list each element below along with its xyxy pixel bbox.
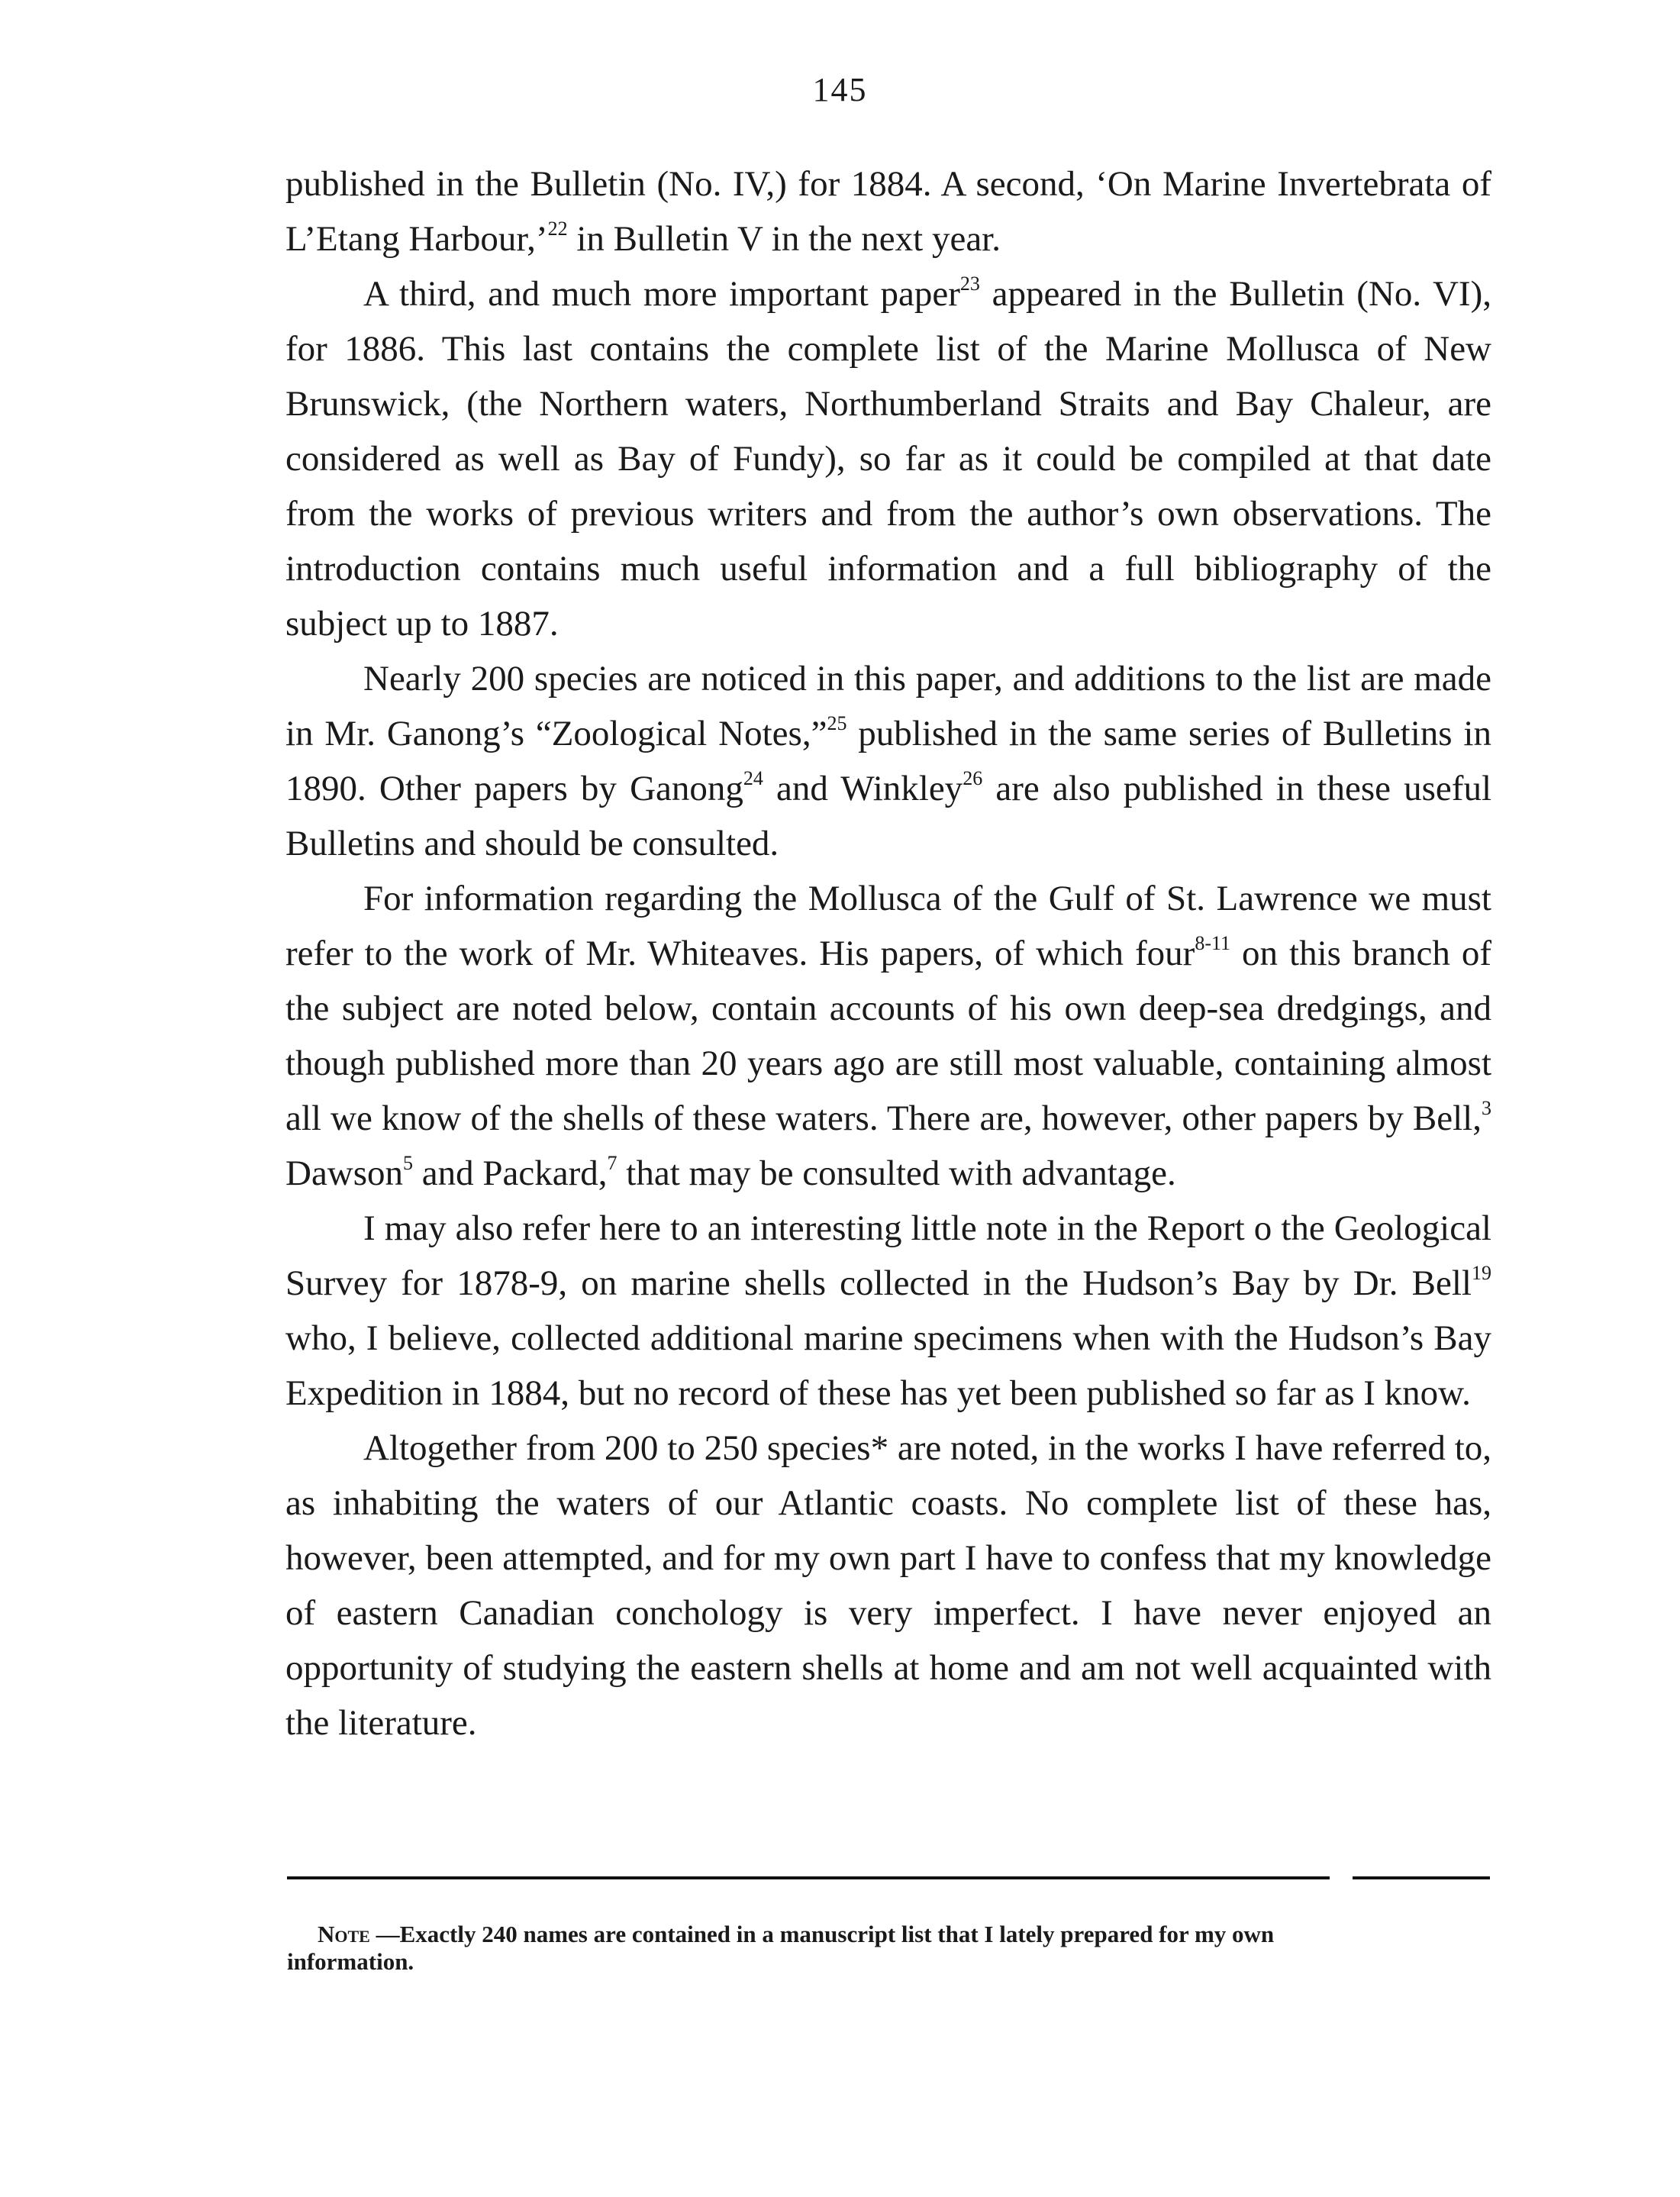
footnote-divider bbox=[287, 1876, 1330, 1879]
paragraph-text: are also published in these useful Bulletins and should be consulted. bbox=[285, 769, 1492, 863]
reference-number: 5 bbox=[403, 1152, 414, 1174]
footnote-text: —Exactly 240 names are contained in a manuscript list that I lately prepared for my own bbox=[369, 1921, 1275, 1947]
paragraph-text: For information regarding the Mollusca of the Gulf of St. Lawrence we must refer to the work of Mr. Whiteaves. His papers, of which four bbox=[285, 879, 1491, 973]
paragraph-text: who, I believe, collected additional marine specimens when with the Hudson’s Bay Expedition in 1884, but no record of these has yet been published so far as I know. bbox=[285, 1318, 1491, 1413]
paragraph-text: Dawson bbox=[285, 1153, 404, 1193]
paragraph bbox=[285, 156, 1491, 266]
paragraph-text: that may be consulted with advantage. bbox=[617, 1153, 1176, 1193]
paragraph bbox=[285, 266, 1491, 651]
footnote-label: Note bbox=[318, 1921, 370, 1947]
paragraph bbox=[285, 651, 1491, 871]
reference-number: 19 bbox=[1472, 1262, 1491, 1284]
paragraph bbox=[285, 1421, 1491, 1750]
footnote-text-continued: information. bbox=[287, 1948, 414, 1975]
reference-number: 26 bbox=[963, 767, 983, 789]
body-text bbox=[285, 156, 1491, 1750]
reference-number: 7 bbox=[607, 1152, 618, 1174]
reference-number: 3 bbox=[1482, 1097, 1491, 1119]
page-number: 145 bbox=[812, 71, 868, 108]
paragraph-text: and Packard, bbox=[413, 1153, 608, 1193]
paragraph bbox=[285, 1201, 1491, 1421]
reference-number: 23 bbox=[959, 273, 980, 295]
paragraph-text: and Winkley bbox=[763, 769, 963, 808]
paragraph-text: in Bulletin V in the next year. bbox=[567, 219, 1001, 259]
paragraph-text: A third, and much more important paper bbox=[363, 274, 960, 314]
paragraph bbox=[285, 871, 1491, 1201]
paragraph-text: on this branch of the subject are noted below, contain accounts of his own deep-sea dredgings, and though published more than 20 years ago are still most valuable, containing almost all we know of the shells of these waters. There are, however, other papers by Bell, bbox=[285, 934, 1491, 1138]
paragraph-text: I may also refer here to an interesting little note in the Report o the Geological Survey for 1878-9, on marine shells collected in the Hudson’s Bay by Dr. Bell bbox=[285, 1208, 1491, 1303]
reference-number: 22 bbox=[547, 218, 568, 240]
paragraph-text: appeared in the Bulletin (No. VI), for 1886. This last contains the complete list of the Marine Mollusca of New Brunswick, (the Northern waters, Northumberland Straits and Bay Chaleur, are considered as well as Bay of Fundy), so far as it could be compiled at that date from the works of previous writers and from the author’s own observations. The introduction contains much useful information and a full bibliography of the subject up to 1887. bbox=[285, 274, 1491, 644]
footnote-divider-short bbox=[1353, 1876, 1490, 1879]
paragraph-text: published in the same series of Bulletins in 1890. Other papers by Ganong bbox=[285, 714, 1491, 808]
paragraph-text: published in the Bulletin (No. IV,) for 1884. A second, ‘On Marine Invertebrata of L’Etang Harbour,’ bbox=[285, 164, 1491, 259]
reference-number: 8-11 bbox=[1195, 932, 1231, 954]
reference-number: 25 bbox=[827, 712, 847, 734]
footnote bbox=[287, 1921, 1493, 1976]
paragraph-text: Nearly 200 species are noticed in this paper, and additions to the list are made in Mr. Ganong’s “Zoological Notes,” bbox=[285, 659, 1491, 753]
paragraph-text: Altogether from 200 to 250 species* are noted, in the works I have referred to, as inhabiting the waters of our Atlantic coasts. No complete list of these has, however, been attempted, and for my own part I have to confess that my knowledge of eastern Canadian conchology is very imperfect. I have never enjoyed an opportunity of studying the eastern shells at home and am not well acquainted with the literature. bbox=[285, 1428, 1491, 1743]
reference-number: 24 bbox=[743, 767, 763, 789]
